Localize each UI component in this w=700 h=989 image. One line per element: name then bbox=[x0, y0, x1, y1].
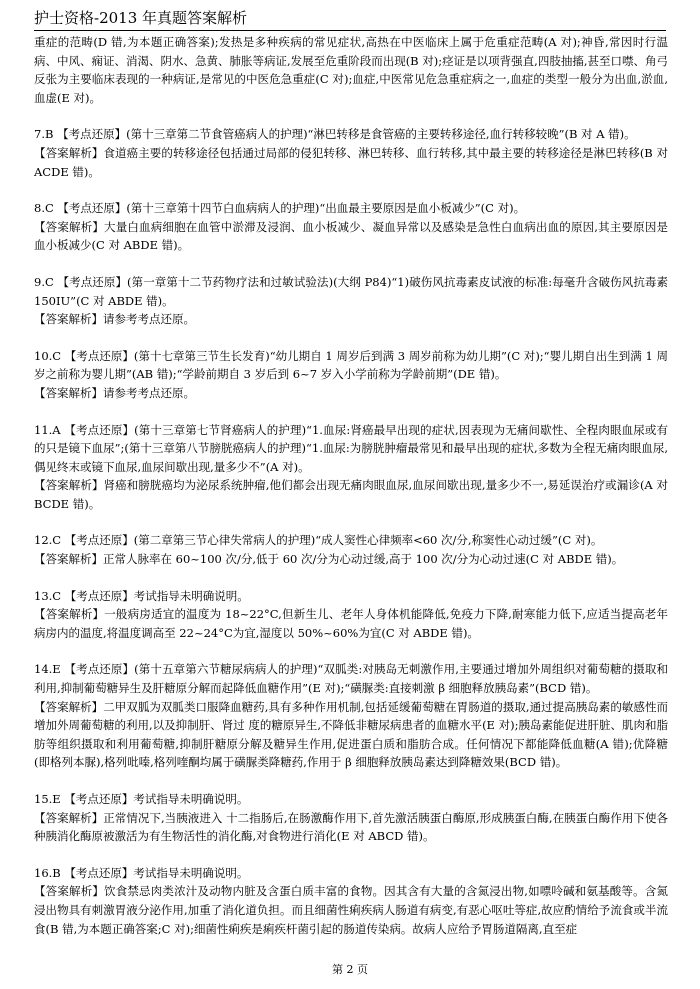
page-footer bbox=[0, 963, 700, 977]
answer-item bbox=[34, 347, 668, 403]
key-point: 13.C 【考点还原】考试指导未明确说明。 bbox=[34, 588, 249, 603]
key-point: 10.C 【考点还原】(第十七章第三节生长发育)“幼儿期自 1 周岁后到满 3 周岁前称为幼儿期”(C 对);“婴儿期自出生到满 1 周岁之前称为婴儿期”(AB 错);“学龄前期自 3 岁后到 6~7 岁入小学前称为学龄前期”(DE 错)。 bbox=[34, 348, 668, 382]
key-point: 9.C 【考点还原】(第一章第十二节药物疗法和过敏试验法)(大纲 P84)“1)破伤风抗毒素皮试液的标准:每毫升含破伤风抗毒素 150IU”(C 对 ABDE 错)。 bbox=[34, 274, 668, 308]
answer-explanation: 【答案解析】二甲双胍为双胍类口服降血糖药,具有多种作用机制,包括延缓葡萄糖在胃肠道的摄取,通过提高胰岛素的敏感性而增加外周葡萄糖的利用,以及抑制肝、肾过 度的糖原异生,不降低非糖尿病患者的血糖水平(E 对);胰岛素能促进肝脏、肌肉和脂肪等组织摄取和利用葡萄糖,抑制肝糖原分解及糖异生作用,促进蛋白质和脂肪合成。任何情况下都能降低血糖(A 错);优降糖(即格列本脲),格列吡嗪,格列喹酮均属于磺脲类降糖药,作用于 β 细胞释放胰岛素达到降糖效果(BCD 错)。 bbox=[34, 699, 668, 770]
answer-explanation: 【答案解析】请参考考点还原。 bbox=[34, 312, 195, 327]
answer-explanation: 【答案解析】大量白血病细胞在血管中淤滞及浸润、血小板减少、凝血异常以及感染是急性白血病出血的原因,其主要原因是血小板减少(C 对 ABDE 错)。 bbox=[34, 219, 668, 253]
answer-explanation: 【答案解析】正常人脉率在 60~100 次/分,低于 60 次/分为心动过缓,高于 100 次/分为心动过速(C 对 ABDE 错)。 bbox=[34, 552, 624, 567]
answer-item bbox=[34, 421, 668, 514]
document-body bbox=[34, 33, 668, 938]
key-point: 7.B 【考点还原】(第十三章第二节食管癌病人的护理)“淋巴转移是食管癌的主要转移途径,血行转移较晚”(B 对 A 错)。 bbox=[34, 127, 636, 142]
answer-item bbox=[34, 531, 668, 568]
page-header bbox=[34, 8, 666, 31]
key-point: 11.A 【考点还原】(第十三章第七节肾癌病人的护理)“1.血尿:肾癌最早出现的症状,因表现为无痛间歇性、全程肉眼血尿或有的只是镜下血尿”;(第十三章第八节膀胱癌病人的护理)“1.血尿:为膀胱肿瘤最常见和最早出现的症状,多数为全程无痛肉眼血尿,偶见终末或镜下血尿,血尿间歇出现,量多少不”(A 对)。 bbox=[34, 422, 668, 474]
answer-item bbox=[34, 125, 668, 181]
answer-item bbox=[34, 587, 668, 643]
key-point: 15.E 【考点还原】考试指导未明确说明。 bbox=[34, 792, 249, 806]
answer-explanation: 【答案解析】正常情况下,当胰液进入 十二指肠后,在肠激酶作用下,首先激活胰蛋白酶原,形成胰蛋白酶,在胰蛋白酶作用下使各种胰消化酶原被激活为有生物活性的消化酶,对食物进行消化(E 对 ABCD 错)。 bbox=[34, 810, 668, 844]
key-point: 16.B 【考点还原】考试指导未明确说明。 bbox=[34, 865, 249, 880]
key-point: 8.C 【考点还原】(第十三章第十四节白血病病人的护理)“出血最主要原因是血小板减少”(C 对)。 bbox=[34, 201, 526, 216]
answer-item bbox=[34, 790, 668, 846]
answer-item bbox=[34, 199, 668, 255]
key-point: 12.C 【考点还原】(第二章第三节心律失常病人的护理)“成人窦性心律频率<60 次/分,称窦性心动过缓”(C 对)。 bbox=[34, 533, 603, 548]
answer-explanation: 【答案解析】请参考考点还原。 bbox=[34, 385, 195, 400]
answer-item bbox=[34, 864, 668, 938]
answer-item bbox=[34, 660, 668, 772]
header-title: 护士资格-2013 年真题答案解析 bbox=[34, 9, 248, 27]
answer-item bbox=[34, 33, 668, 107]
answer-explanation: 【答案解析】肾癌和膀胱癌均为泌尿系统肿瘤,他们都会出现无痛肉眼血尿,血尿间歇出现,量多少不一,易延误治疗或漏诊(A 对 BCDE 错)。 bbox=[34, 478, 668, 511]
answer-explanation: 【答案解析】一般病房适宜的温度为 18~22°C,但新生儿、老年人身体机能降低,免疫力下降,耐寒能力低下,应适当提高老年病房内的温度,将温度调高至 22~24°C为宜,湿度以 50%~60%为宜(C 对 ABDE 错)。 bbox=[34, 607, 668, 640]
answer-explanation: 【答案解析】食道癌主要的转移途径包括通过局部的侵犯转移、淋巴转移、血行转移,其中最主要的转移途径是淋巴转移(B 对 ACDE 错)。 bbox=[34, 145, 668, 179]
answer-explanation: 【答案解析】饮食禁忌肉类浓汁及动物内脏及含蛋白质丰富的食物。因其含有大量的含氮浸出物,如嘌呤碱和氨基酸等。含氮浸出物具有刺激胃液分泌作用,加重了消化道负担。而且细菌性痢疾病人肠道有病变,有恶心呕吐等症,故应酌情给予流食或半流食(B 错,为本题正确答案;C 对);细菌性痢疾是痢疾杆菌引起的肠道传染病。故病人应给予胃肠道隔离,直至症 bbox=[34, 884, 668, 936]
page-number: 第 2 页 bbox=[332, 963, 368, 976]
paragraph: 重症的范畴(D 错,为本题正确答案);发热是多种疾病的常见症状,高热在中医临床上属于危重症范畴(A 对);神昏,常因时行温病、中风、痫证、消渴、阴水、急黄、肺胀等病证,发展至危重阶段而出现(B 对);痉证是以项背强直,四肢抽搐,甚至口噤、角弓反张为主要临床表现的一种病证,是常见的中医危急重症(C 对);血症,中医常见危急重症病之一,血症的类型一般分为出血,淤血,血虚(E 对)。 bbox=[34, 35, 668, 105]
key-point: 14.E 【考点还原】(第十五章第六节糖尿病病人的护理)“双胍类:对胰岛无刺激作用,主要通过增加外周组织对葡萄糖的摄取和利用,抑制葡萄糖异生及肝糖原分解而起降低血糖作用”(E 对);“磺脲类:直接刺激 β 细胞释放胰岛素”(BCD 错)。 bbox=[34, 662, 668, 696]
answer-item bbox=[34, 273, 668, 329]
